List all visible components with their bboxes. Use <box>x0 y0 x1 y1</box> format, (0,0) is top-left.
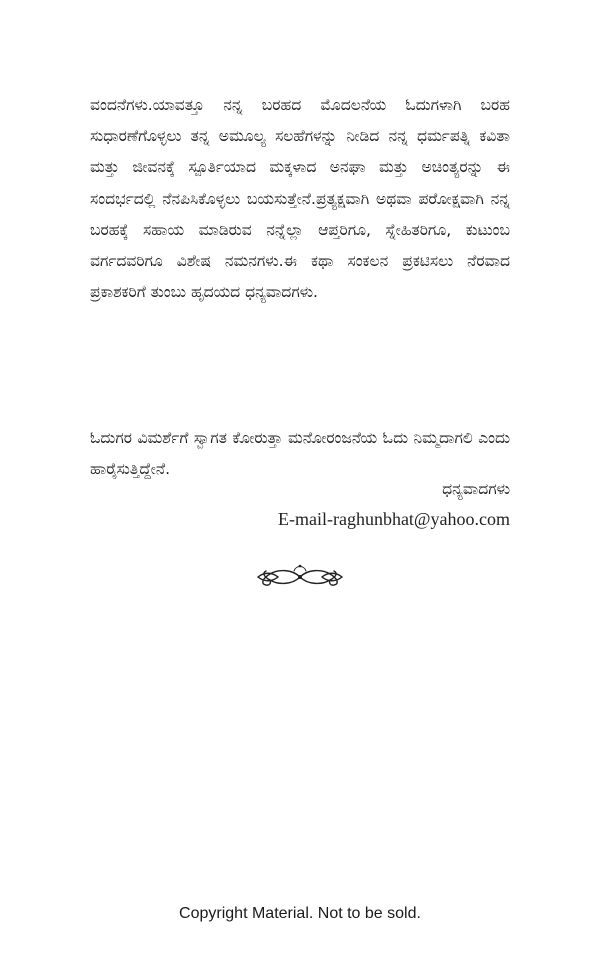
signature-thanks: ಧನ್ಯವಾದಗಳು <box>442 480 510 498</box>
copyright-notice: Copyright Material. Not to be sold. <box>179 905 421 922</box>
signature-email: E-mail-raghunbhat@yahoo.com <box>277 509 510 529</box>
acknowledgement-paragraph: ವಂದನೆಗಳು.ಯಾವತ್ತೂ ನನ್ನ ಬರಹದ ಮೊದಲನೆಯ ಓದುಗಳಾಗಿ ಬರಹ ಸುಧಾರಣೆಗೊಳ್ಳಲು ತನ್ನ ಅಮೂಲ್ಯ ಸಲಹೆಗಳನ್ನು ನೀಡಿದ ನನ್ನ ಧರ್ಮಪತ್ನಿ ಕವಿತಾ ಮತ್ತು ಜೀವನಕ್ಕೆ ಸ್ಪೂರ್ತಿಯಾದ ಮಕ್ಕಳಾದ ಅನಘಾ ಮತ್ತು ಅಚಿಂತ್ಯರನ್ನು ಈ ಸಂದರ್ಭದಲ್ಲಿ ನೆನಪಿಸಿಕೊಳ್ಳಲು ಬಯಸುತ್ತೇನೆ.ಪ್ರತ್ಯಕ್ಷವಾಗಿ ಅಥವಾ ಪರೋಕ್ಷವಾಗಿ ನನ್ನ ಬರಹಕ್ಕೆ ಸಹಾಯ ಮಾಡಿರುವ ನನ್ನೆಲ್ಲಾ ಆಪ್ತರಿಗೂ, ಸ್ನೇಹಿತರಿಗೂ, ಕುಟುಂಬ ವರ್ಗದವರಿಗೂ ವಿಶೇಷ ನಮನಗಳು.ಈ ಕಥಾ ಸಂಕಲನ ಪ್ರಕಟಿಸಲು ನೆರವಾದ ಪ್ರಕಾಶಕರಿಗೆ ತುಂಬು ಹೃದಯದ ಧನ್ಯವಾದಗಳು. <box>90 96 510 302</box>
closing-paragraph: ಓದುಗರ ವಿಮರ್ಶೆಗೆ ಸ್ವಾಗತ ಕೋರುತ್ತಾ ಮನೋರಂಜನೆಯ ಓದು ನಿಮ್ಮದಾಗಲಿ ಎಂದು ಹಾರೈಸುತ್ತಿದ್ದೇನೆ. <box>90 429 510 479</box>
ornament-icon <box>254 561 346 593</box>
